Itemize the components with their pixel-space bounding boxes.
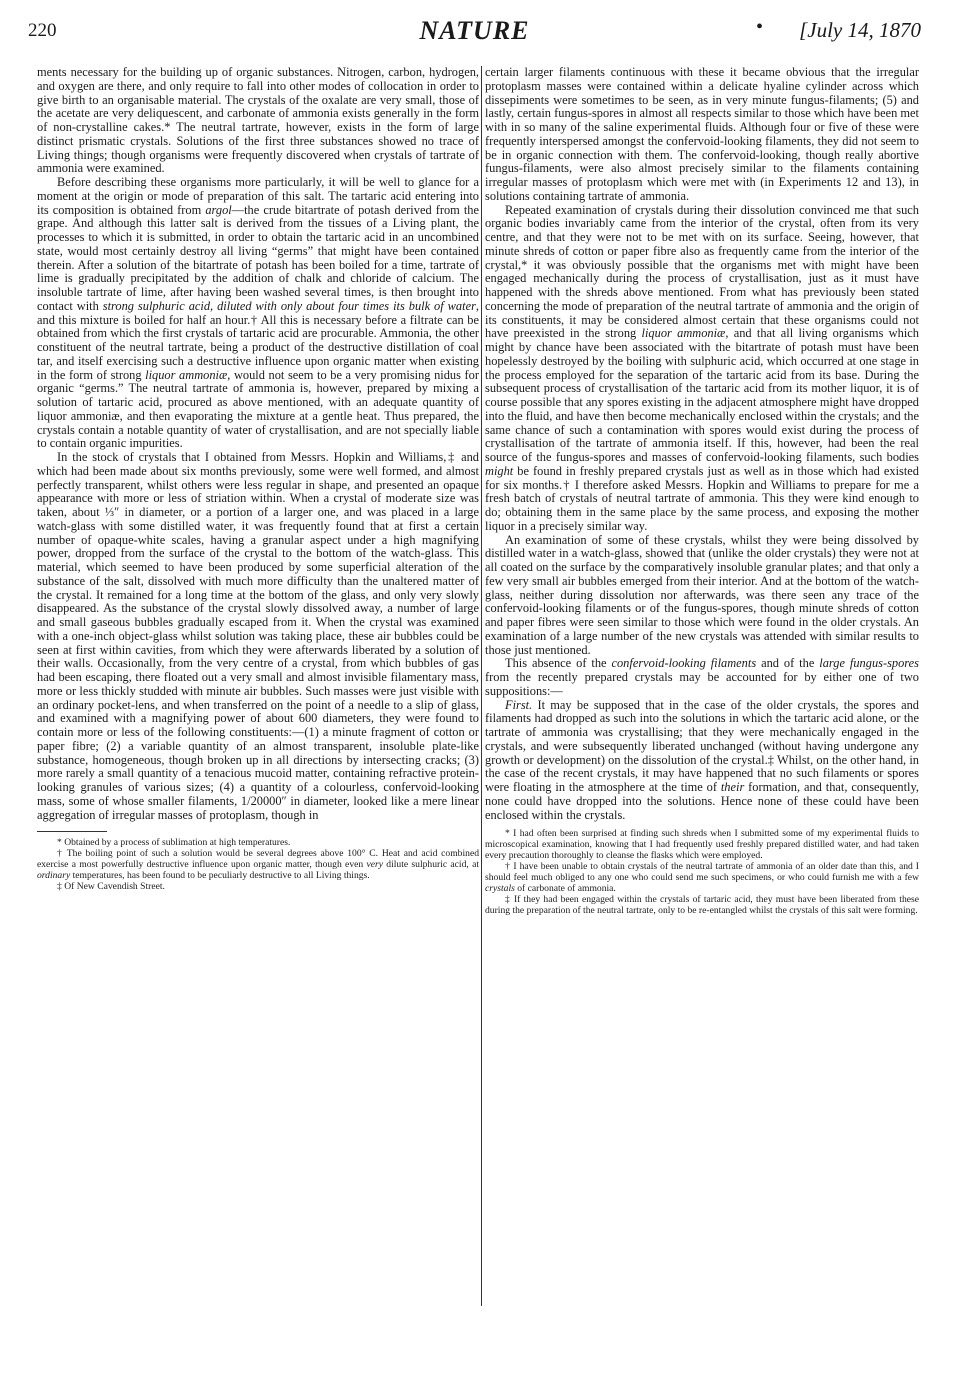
right-fn2-italic-crystals: crystals xyxy=(485,883,515,895)
right-p4-text-c: and of the xyxy=(756,656,820,671)
left-p1-text: ments necessary for the building up of organic substances. Nitrogen, carbon, hydrogen, and oxygen are there, and only require to fall into other modes of collocation in order to give birth to an organisable material. The crystals of the oxalate are very small, those of the acetate are very deliquescent, and carbonate of ammonia exists generally in the form of non-crystalline cakes.* The neutral tartrate, however, exists in the form of large distinct prismatic crystals. Solutions of the first three substances showed no trace of Living things; though organisms were frequently discovered when crystals of tartrate of ammonia were examined. xyxy=(37,65,479,176)
page-number: 220 xyxy=(28,20,57,41)
left-fn2-text-e: temperatures, has been found to be peculiarly destructive to all Living things. xyxy=(70,870,370,882)
right-p2-italic-ammoniae: liquor ammoniæ xyxy=(641,326,726,341)
right-p3-text: An examination of some of these crystals, whilst they were being dissolved by distilled water in a watch-glass, showed that (unlike the older crystals) they were not at all coated on the surface by the comparatively insoluble granular plates; and that only a few very small air bubbles emerged from their interior. And at the bottom of the watch-glass, neither during dissolution nor afterwards, was there seen any trace of the confervoid-looking filaments or of the fungus-spores, though minute shreds of cotton and paper fibres were seen similar to those which were found in the older crystals. An examination of a large number of the new crystals was attended with similar results to those just mentioned. xyxy=(485,532,919,657)
right-paragraph-3 xyxy=(485,534,919,658)
right-p2-text-e: be found in freshly prepared crystals just as well as in those which had existed for six months.† I therefore asked Messrs. Hopkin and Williams to prepare for me a fresh batch of crystals of neutral tartrate of ammonia. This they were kind enough to do; obtaining them in the same place by the same process, and exposing the mother liquor in a precisely similar way. xyxy=(485,463,919,533)
right-paragraph-4 xyxy=(485,657,919,698)
left-p2-text-g: , would not seem to be a very promising nidus for organic “germs.” The neutral tartrate of ammonia is, however, prepared by mixing a solution of tartaric acid, procured as above mentioned, with an adequate quantity of liquor ammoniæ, and then evaporating the mixture at a gentle heat. Thus prepared, the crystals contain a notable quantity of water of crystallisation, and are not specially liable to contain organic impurities. xyxy=(37,367,479,451)
right-paragraph-2 xyxy=(485,204,919,534)
left-paragraph-2 xyxy=(37,176,479,451)
journal-title: NATURE xyxy=(419,16,530,45)
left-footnote-2 xyxy=(37,848,479,881)
left-fn2-text-c: dilute sulphuric acid, at xyxy=(382,859,479,871)
header-bullet: • xyxy=(756,16,764,38)
left-column xyxy=(37,66,479,892)
right-p4-italic-filaments: confervoid-looking filaments xyxy=(611,656,757,671)
left-paragraph-1 xyxy=(37,66,479,176)
right-p2-text-a: Repeated examination of crystals during their dissolution convinced me that such organic bodies invariably came from the interior of the crystal, often from its very centre, and that they were not to be met with on its surface. Seeing, however, that minute shreds of cotton or paper fibre also as frequently came from the interior of the crystal,* it was obviously possible that the organisms met with might have been engaged mechanically during the process of crystallisation, just as it must have happened with the shreds above mentioned. From what has previously been stated concerning the mode of preparation of the neutral tartrate of ammonia and the origin of its constituents, it may be considered almost certain that these organisms could not have preexisted in the strong xyxy=(485,202,919,341)
right-column xyxy=(485,66,919,916)
right-p4-italic-spores: large fungus-spores xyxy=(819,656,919,671)
right-fn2-text-a: † I have been unable to obtain crystals of the neutral tartrate of ammonia of an older date than this, and I should feel much obliged to any one who could send me such specimens, or who could furnish me with a few xyxy=(485,861,919,884)
left-p2-italic-argol: argol xyxy=(205,202,232,217)
left-p2-italic-acid: strong sulphuric acid, diluted with only about four times its bulk of water xyxy=(102,298,476,313)
right-paragraph-5 xyxy=(485,699,919,823)
right-footnote-2 xyxy=(485,861,919,894)
right-footnote-1: * I had often been surprised at finding such shreds when I submitted some of my experimental fluids to microscopical examination, knowing that I had frequently used freshly prepared distilled water, and had taken every precaution thoroughly to cleanse the flasks which were employed. xyxy=(485,828,919,862)
running-header xyxy=(28,14,921,50)
right-p1-text: certain larger filaments continuous with these it became obvious that the irregular protoplasm masses were contained within a delicate hyaline cylinder across which dissepiments were sometimes to be seen, as in very minute fungus-filaments; (5) and lastly, certain fungus-spores in almost all respects similar to those which have been met with in so many of the saline experimental fluids. Although four or five of these were frequently interspersed amongst the confervoid-looking filaments, they did not seem to be in organic connection with them. The confervoid-looking, though really abortive fungus-filaments, were also almost precisely similar to the filaments containing irregular masses of protoplasm which were met with (in Experiments 12 and 13), in solutions containing tartrate of ammonia. xyxy=(485,65,919,203)
left-fn2-italic-very: very xyxy=(366,859,383,871)
left-footnote-rule xyxy=(37,831,107,832)
right-p5-text-d: formation, and that, consequently, none could have dropped into the solutions. Hence none of these could have been enclosed within the crystals. xyxy=(485,780,919,822)
left-p2-text-e: , and this mixture is boiled for half an hour.† All this is necessary before a filtrate can be obtained from which the first crystals of tartaric acid are procurable. Ammonia, the other constituent of the neutral tartrate, being a product of the destructive distillation of coal tar, and itself exercising such a destructive influence upon organic matter when existing in the form of strong xyxy=(37,298,479,382)
right-p5-italic-first: First. xyxy=(505,697,533,712)
issue-date: [July 14, 1870 xyxy=(799,18,921,42)
right-fn2-text-c: of carbonate of ammonia. xyxy=(514,883,616,895)
right-p2-italic-might: might xyxy=(485,463,514,478)
right-p4-text-e: from the recently prepared crystals may be accounted for by either one of two suppositions:— xyxy=(485,670,919,698)
left-paragraph-3 xyxy=(37,451,479,822)
right-p5-italic-their: their xyxy=(720,780,745,794)
left-p2-text-a: Before describing these organisms more particularly, it will be well to glance for a moment at the origin or mode of preparation of this salt. The tartaric acid entering into its composition is obtained from xyxy=(37,175,479,217)
column-divider xyxy=(481,66,482,1306)
left-p3-text: In the stock of crystals that I obtained from Messrs. Hopkin and Williams,‡ and which had been made about six months previously, some were well formed, and almost perfectly transparent, whilst others were less regular in shape, and presented an opaque appearance with more or less of striation within. When a crystal of moderate size was taken, about ⅓″ in diameter, or a portion of a larger one, and was placed in a large watch-glass with some distilled water, it was frequently found that at first a certain number of opaque-white scales, having a granular aspect under a high magnifying power, dropped from the surface of the crystal to the bottom of the watch-glass. This material, which seemed to have been produced by some superficial alteration of the substance of the salt, dissolved with much more difficulty than the unaltered matter of the crystal. It remained for a long time at the bottom of the glass, and only very slowly disappeared. As the substance of the crystal slowly dissolved away, a number of large and small gaseous bubbles gradually escaped from it. When the crystal was examined with a one-inch object-glass whilst solution was taking place, these air bubbles could be seen at first within cavities, from which they were afterwards liberated by a solution of their walls. Occasionally, from the very centre of a crystal, from which bubbles of gas had been escaping, there floated out a very small and almost invisible filamentary mass, more or less thickly studded with minute air bubbles. Such masses were just visible with an ordinary pocket-lens, and when transferred on the point of a needle to a slip of glass, and examined with a magnifying power of about 600 diameters, they were found to contain more or less of the following constituents:—(1) a minute fragment of cotton or paper fibre; (2) a variable quantity of an almost transparent, insoluble plate-like substance, homogeneous, though broken up in all directions by intersecting cracks; (3) more rarely a small quantity of a tenacious mucoid matter, containing refractive protein-looking granules of various sizes; (4) a quantity of a colourless, confervoid-looking mass, some of whose smaller filaments, 1/20000″ in diameter, looked like a mere linear aggregation of irregular masses of protoplasm, though in xyxy=(37,450,479,822)
right-footnote-3: ‡ If they had been engaged within the crystals of tartaric acid, they must have been liberated from these during the preparation of the neutral tartrate, only to be re-entangled whilst the crystals of this salt were forming. xyxy=(485,894,919,917)
left-footnote-1: * Obtained by a process of sublimation at high temperatures. xyxy=(57,837,291,849)
right-p2-text-c: , and that all living organisms which might by chance have been associated with the bitartrate of potash must have been hopelessly destroyed by the boiling with sulphuric acid, which occurred at one stage in the process employed for the separation of the tartaric acid from its base. During the subsequent process of crystallisation of the tartaric acid from its mother liquor, it is of course possible that any spores existing in the adjacent atmosphere might have dropped into the fluid, and have then become mechanically enclosed within the crystals; and the same chance of such a contamination with spores would exist during the process of crystallisation of the tartrate of ammonia itself. If this, however, had been the real source of the fungus-spores and masses of confervoid-looking filaments, such bodies xyxy=(485,326,919,464)
left-p2-italic-ammoniae: liquor ammoniæ xyxy=(145,367,228,382)
left-footnote-3: ‡ Of New Cavendish Street. xyxy=(57,881,165,893)
left-p2-text-c: —the crude bitartrate of potash derived from the grape. And although this latter salt is derived from the tissues of a Living plant, the processes to which it is submitted, in order to obtain the tartaric acid in an uncombined state, would most certainly destroy all living “germs” that might have been contained therein. After a solution of the bitartrate of potash has been boiled for a time, tartrate of lime is gradually precipitated by the addition of chalk and chloride of calcium. The insoluble tartrate of lime, after having been washed several times, is then brought into contact with xyxy=(37,202,479,313)
right-paragraph-1 xyxy=(485,66,919,204)
right-p5-text-b: It may be supposed that in the case of the older crystals, the spores and filaments had dropped as such into the solutions in which the tartaric acid alone, or the tartrate of ammonia was crystallising; that they were mechanically engaged in the crystals, and were subsequently liberated unchanged (without having undergone any growth or development) on the dissolution of the crystal.‡ Whilst, on the other hand, in the case of the recent crystals, it may have happened that no such filaments or spores were floating in the atmosphere at the time of xyxy=(485,697,919,794)
right-p4-text-a: This absence of the xyxy=(505,656,612,671)
left-fn2-italic-ordinary: ordinary xyxy=(37,870,71,882)
left-fn2-text-a: † The boiling point of such a solution would be several degrees above 100° C. Heat and acid combined exercise a most powerfully destructive influence upon organic matter, though even xyxy=(37,848,479,871)
